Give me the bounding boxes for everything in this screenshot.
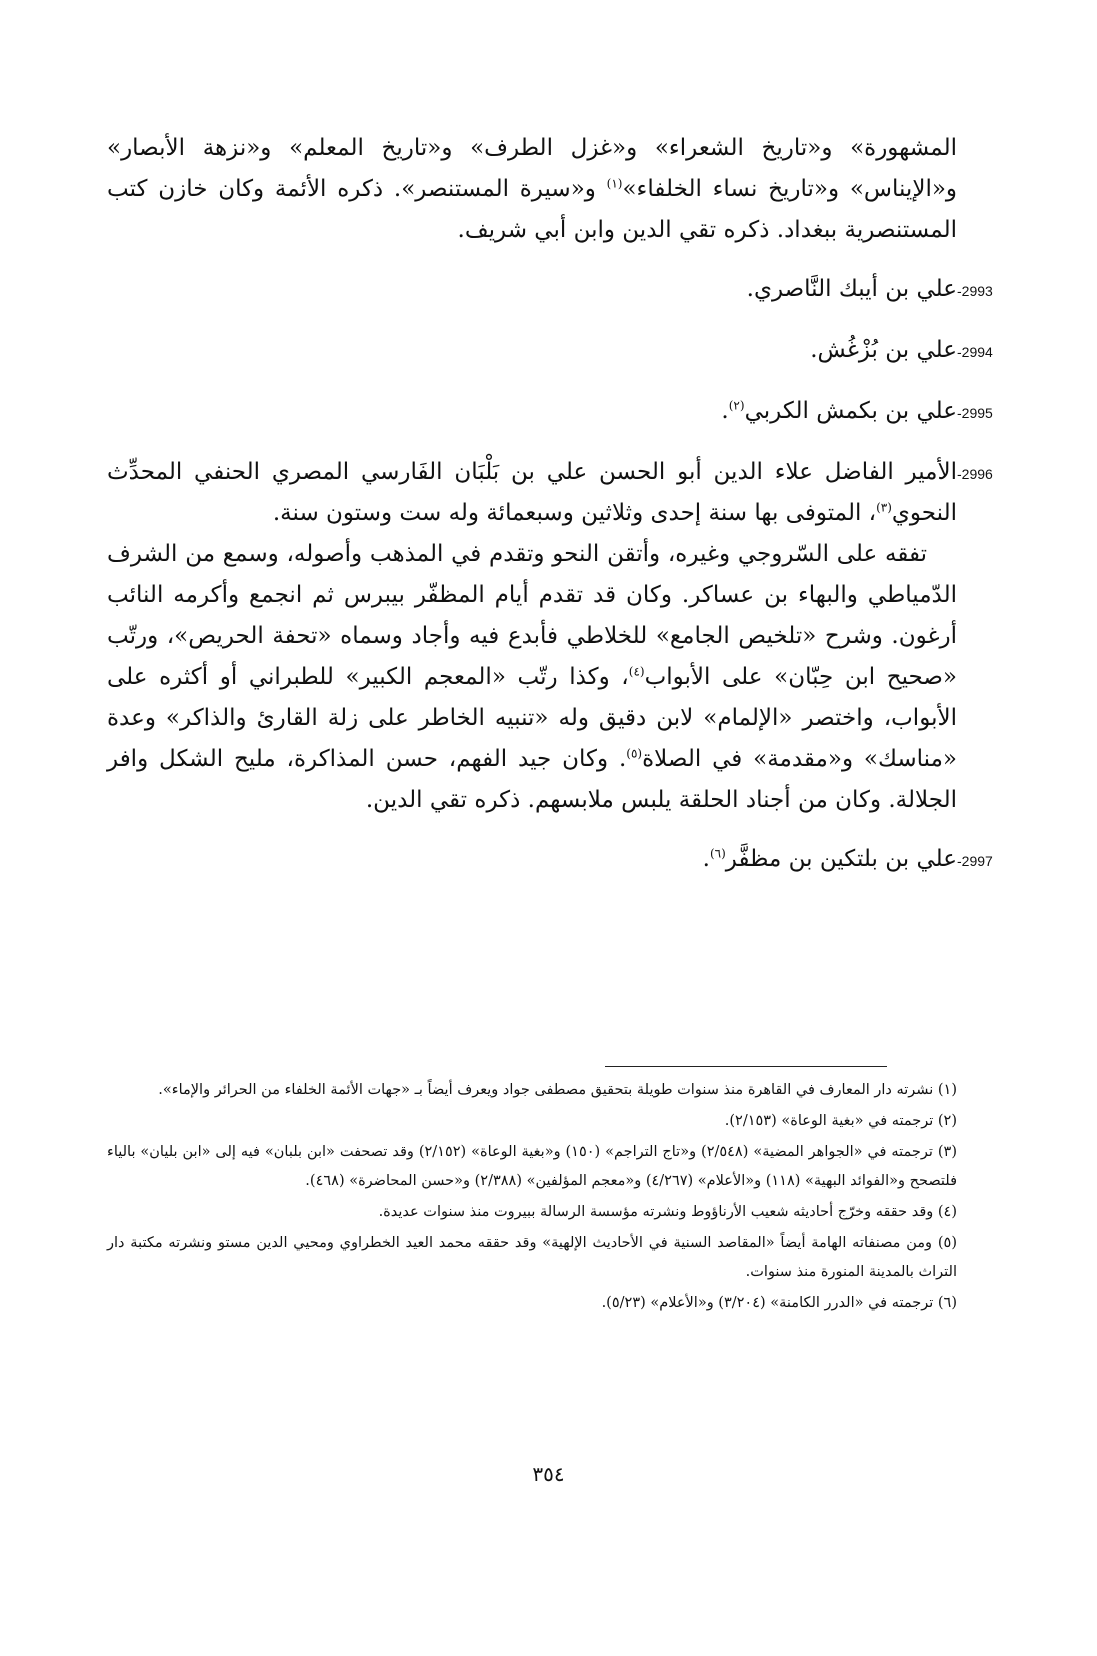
entry-number: 2993- bbox=[957, 283, 993, 299]
intro-line-3: و«سيرة المستنصر». ذكره الأئمة وكان خازن كتب المستنصرية bbox=[107, 176, 957, 243]
entry-tail: . bbox=[721, 398, 729, 424]
main-text bbox=[107, 128, 993, 882]
footnote-ref-4[interactable]: (٤) bbox=[628, 664, 645, 679]
intro-line-4: ببغداد. ذكره تقي الدين وابن أبي شريف. bbox=[457, 217, 838, 243]
footnote-2: (٢) ترجمته في «بغية الوعاة» (٢/١٥٣). bbox=[724, 1113, 957, 1129]
entry-text: علي بن بُزْغُش. bbox=[810, 337, 957, 363]
entry-tail: ، المتوفى بها سنة إحدى وثلاثين وسبعمائة وله ست وستون سنة. bbox=[272, 500, 877, 526]
footnote-ref-1[interactable]: (١) bbox=[606, 176, 623, 191]
intro-line-2: و«تاريخ نساء الخلفاء» bbox=[622, 176, 840, 202]
entry-number: 2995- bbox=[957, 405, 993, 421]
entry-text: الأمير الفاضل علاء الدين أبو الحسن علي بن بَلْبَان الفَارسي المصري الحنفي المحدِّث النحوي bbox=[107, 459, 957, 526]
footnote-1: (١) نشرته دار المعارف في القاهرة منذ سنوات طويلة بتحقيق مصطفى جواد ويعرف أيضاً بـ «جهات الأئمة الخلفاء من الحرائر والإماء». bbox=[158, 1082, 957, 1098]
paragraph-part-c: . وكان جيد الفهم، حسن المذاكرة، مليح الشكل وافر الجلالة. وكان من أجناد الحلقة يلبس ملابسهم. ذكره تقي الدين. bbox=[107, 746, 957, 813]
entry-2996 bbox=[107, 452, 993, 534]
footnote-5: (٥) ومن مصنفاته الهامة أيضاً «المقاصد السنية في الأحاديث الإلهية» وقد حققه محمد العيد الخطراوي ومحيي الدين مستو ونشرته مكتبة دار التراث بالمدينة المنورة منذ سنوات. bbox=[107, 1235, 957, 1280]
footnote-ref-5[interactable]: (٥) bbox=[626, 746, 643, 761]
entry-text: علي بن أيبك النَّاصري. bbox=[746, 276, 957, 302]
footnote-ref-6[interactable]: (٦) bbox=[709, 846, 726, 861]
entry-text: علي بن بكمش الكربي bbox=[744, 398, 957, 424]
entry-2994 bbox=[107, 330, 993, 373]
footnote-6: (٦) ترجمته في «الدرر الكامنة» (٣/٢٠٤) و«الأعلام» (٥/٢٣). bbox=[601, 1295, 957, 1311]
entry-number: 2996- bbox=[957, 466, 993, 482]
footnote-3: (٣) ترجمته في «الجواهر المضية» (٢/٥٤٨) و«تاج التراجم» (١٥٠) و«بغية الوعاة» (٢/١٥٢) وقد تصحفت «ابن بلبان» فيه إلى «ابن بليان» بالياء فلتصحح و«الفوائد البهية» (١١٨) و«الأعلام» (٤/٢٦٧) و«معجم المؤلفين» (٢/٣٨٨) و«حسن المحاضرة» (٤٦٨). bbox=[107, 1144, 957, 1189]
paragraph-part-b: ، وكذا رتّب «المعجم الكبير» للطبراني أو أكثره على الأبواب، واختصر «الإلمام» لابن دقيق وله «تنبيه الخاطر على زلة القارئ والذاكر» وعدة «مناسك» و«مقدمة» في الصلاة bbox=[107, 664, 957, 772]
footnote-4: (٤) وقد حققه وخرّج أحاديثه شعيب الأرناؤوط ونشرته مؤسسة الرسالة ببيروت منذ سنوات عديدة. bbox=[378, 1204, 957, 1220]
entry-2993 bbox=[107, 269, 993, 312]
footnote-ref-3[interactable]: (٣) bbox=[876, 500, 892, 515]
entry-2996-paragraph bbox=[107, 534, 957, 821]
paragraph-part-a: تفقه على السّروجي وغيره، وأتقن النحو وتقدم في المذهب وأصوله، وسمع من الشرف الدّمياطي والبهاء بن عساكر. وكان قد تقدم أيام المظفّر بيبرس ثم انجمع وأكرمه النائب أرغون. وشرح «تلخيص الجامع» للخلاطي فأبدع فيه وأجاد وسماه «تحفة الحريص»، ورتّب «صحيح ابن حِبّان» على الأبواب bbox=[107, 541, 957, 690]
entry-tail: . bbox=[702, 846, 710, 872]
footnote-separator bbox=[605, 1066, 887, 1067]
footnotes bbox=[107, 1076, 957, 1320]
intro-paragraph bbox=[107, 128, 957, 251]
footnote-ref-2[interactable]: (٢) bbox=[728, 398, 745, 413]
entry-number: 2994- bbox=[957, 344, 993, 360]
entry-2995 bbox=[107, 391, 993, 434]
entry-number: 2997- bbox=[957, 853, 993, 869]
intro-line-1: المشهورة» و«تاريخ الشعراء» و«غزل الطرف» و«تاريخ المعلم» و«نزهة الأبصار» و«الإيناس» bbox=[107, 135, 958, 202]
entry-text: علي بن بلتكين بن مظفَّر bbox=[725, 846, 957, 872]
page-number: ٣٥٤ bbox=[532, 1462, 565, 1486]
entry-2997 bbox=[107, 839, 993, 882]
